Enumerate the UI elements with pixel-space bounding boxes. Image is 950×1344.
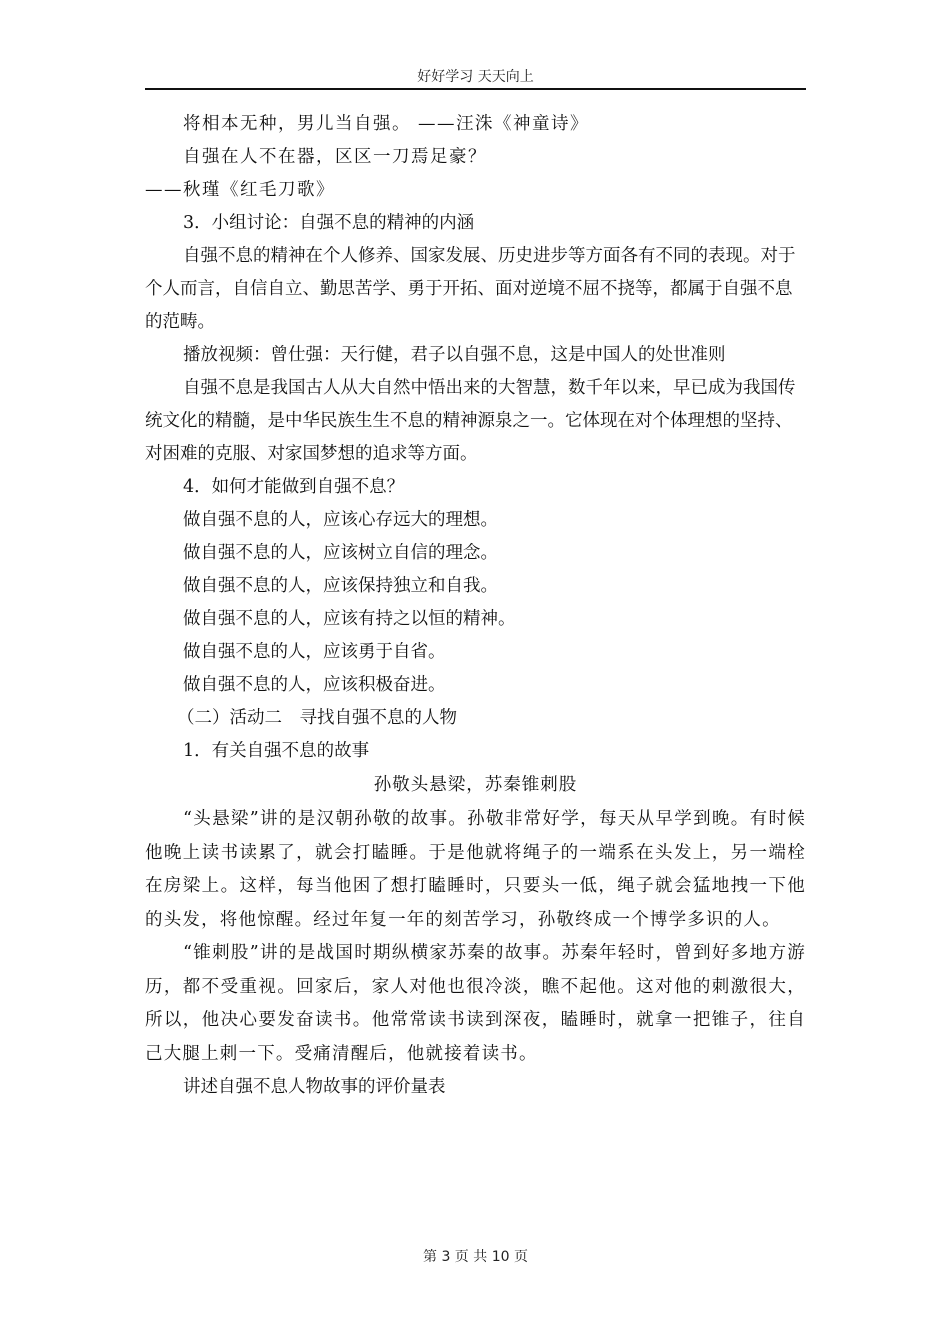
section-3-paragraph: 自强不息的精神在个人修养、国家发展、历史进步等方面各有不同的表现。对于个人而言，自信自立、勤思苦学、勇于开拓、面对逆境不屈不挠等，都属于自强不息的范畴。 [145,246,796,332]
list-item: 做自强不息的人，应该保持独立和自我。 [183,576,498,596]
video-note: 播放视频：曾仕强：天行健，君子以自强不息，这是中国人的处世准则 [183,345,726,365]
list-item: 做自强不息的人，应该积极奋进。 [183,675,446,695]
list-item: 做自强不息的人，应该有持之以恒的精神。 [183,609,516,629]
poem-attribution: ——秋瑾《红毛刀歌》 [145,180,335,200]
list-item: 做自强不息的人，应该心存远大的理想。 [183,510,498,530]
evaluation-table-title: 讲述自强不息人物故事的评价量表 [183,1077,446,1097]
poem-line: 自强在人不在器，区区一刀焉足豪？ [183,147,487,167]
list-item: 做自强不息的人，应该树立自信的理念。 [183,543,498,563]
section-4-heading: 4．如何才能做到自强不息？ [183,477,405,497]
poem-line: 将相本无种，男儿当自强。 ——汪洙《神童诗》 [183,114,590,134]
header-divider [145,88,806,90]
activity-2-heading: （二）活动二 寻找自强不息的人物 [177,708,457,728]
section-3-paragraph: 自强不息是我国古人从大自然中悟出来的大智慧，数千年以来，早已成为我国传统文化的精髓，是中华民族生生不息的精神源泉之一。它体现在对个体理想的坚持、对困难的克服、对家国梦想的追求等方面。 [145,378,796,464]
story-title: 孙敬头悬梁，苏秦锥刺股 [373,775,578,795]
stories-heading: 1．有关自强不息的故事 [183,741,370,761]
document-body [145,108,806,1104]
page-number: 第 3 页 共 10 页 [423,1249,528,1265]
section-3-heading: 3．小组讨论：自强不息的精神的内涵 [183,213,475,233]
page-header: 好好学习 天天向上 [417,69,534,85]
list-item: 做自强不息的人，应该勇于自省。 [183,642,446,662]
story-paragraph: “锥刺股”讲的是战国时期纵横家苏秦的故事。苏秦年轻时，曾到好多地方游历，都不受重视。回家后，家人对他也很冷淡，瞧不起他。这对他的刺激很大，所以，他决心要发奋读书。他常常读书读到深夜，瞌睡时，就拿一把锥子，往自己大腿上刺一下。受痛清醒后，他就接着读书。 [145,943,806,1064]
story-paragraph: “头悬梁”讲的是汉朝孙敬的故事。孙敬非常好学，每天从早学到晚。有时候他晚上读书读累了，就会打瞌睡。于是他就将绳子的一端系在头发上，另一端栓在房梁上。这样，每当他困了想打瞌睡时，只要头一低，绳子就会猛地拽一下他的头发，将他惊醒。经过年复一年的刻苦学习，孙敬终成一个博学多识的人。 [145,809,806,930]
